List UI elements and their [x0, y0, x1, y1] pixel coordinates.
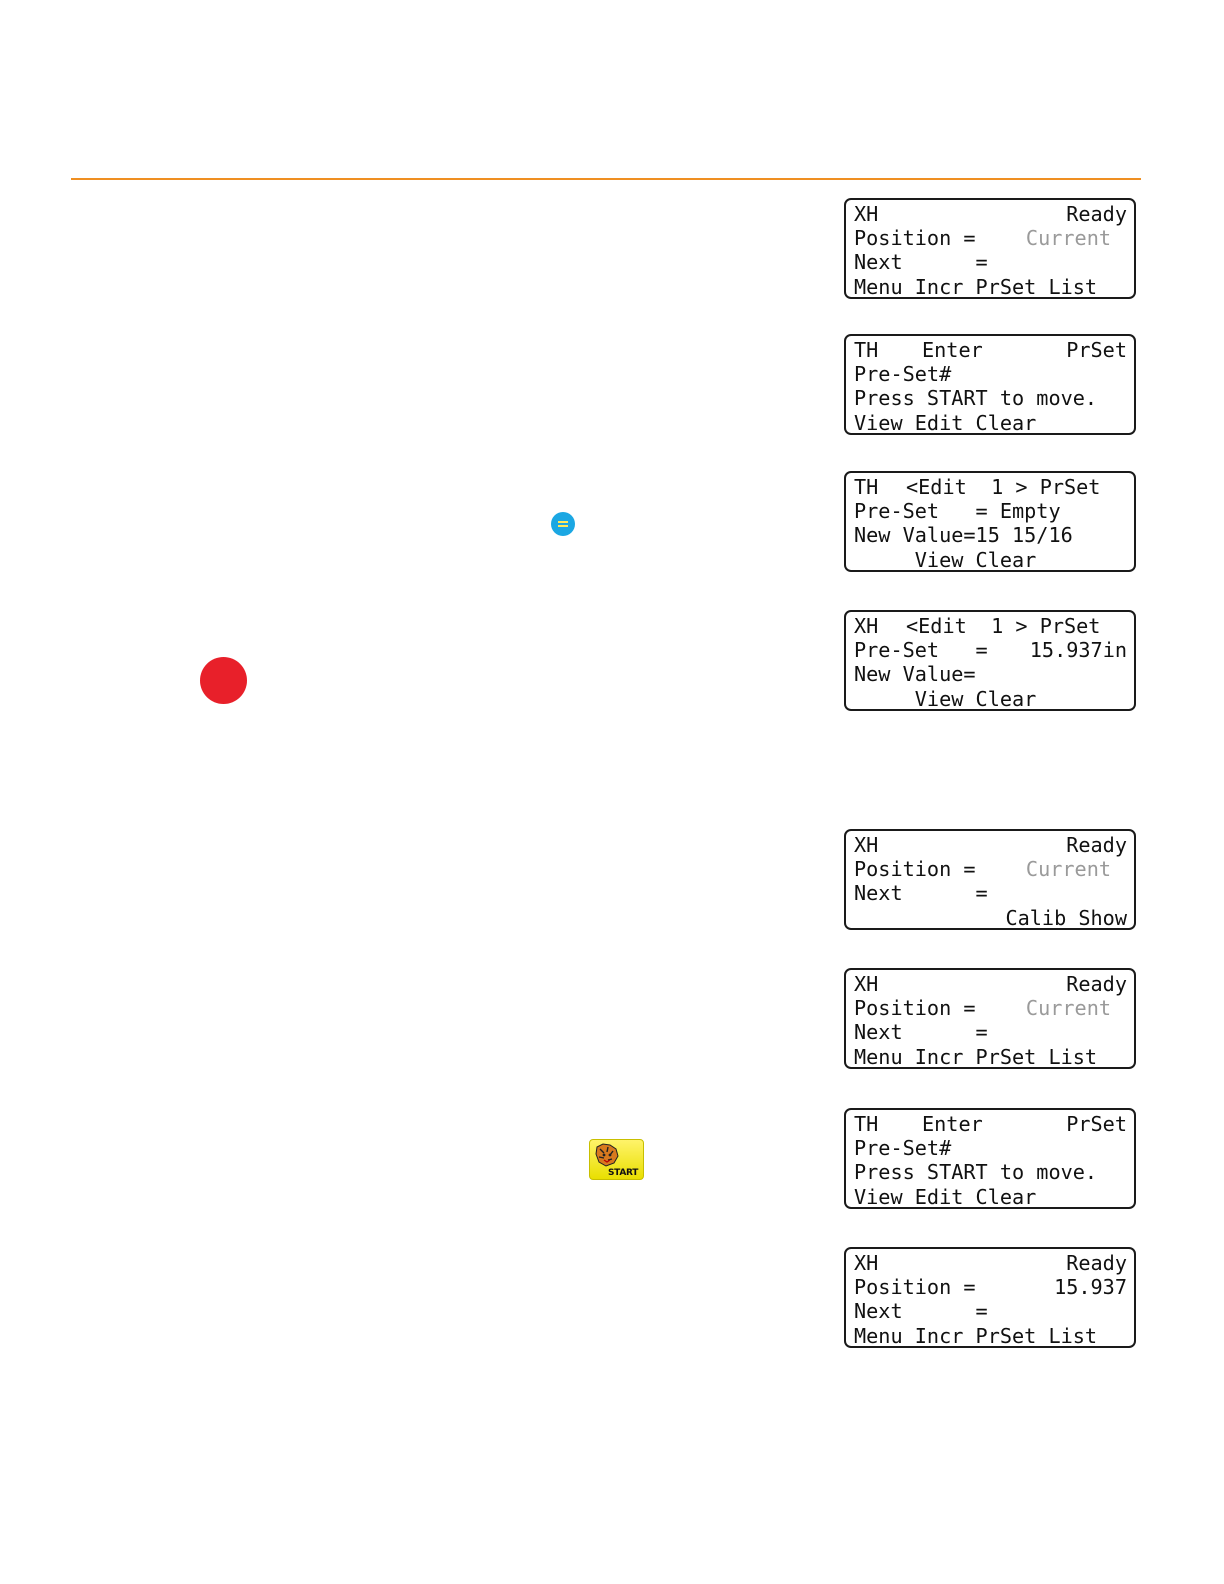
- lcd-text-right: Ready: [1066, 972, 1127, 996]
- lcd-row: [854, 499, 1127, 523]
- lcd-text-value: Current: [1025, 226, 1111, 251]
- lcd-screen: [844, 610, 1136, 711]
- lcd-row: [854, 226, 1127, 250]
- lcd-text-left: Menu Incr PrSet List: [854, 274, 1098, 299]
- lcd-screen: [844, 471, 1136, 572]
- lcd-row: [854, 411, 1127, 435]
- lcd-row: [854, 881, 1127, 905]
- lcd-row: [854, 475, 1127, 499]
- lcd-row: [854, 1045, 1127, 1069]
- lcd-screen: [844, 1247, 1136, 1348]
- lcd-text-left: Next =: [854, 1299, 988, 1324]
- lcd-row: [854, 1020, 1127, 1044]
- lcd-text-left: XH: [854, 972, 879, 996]
- lcd-text-left: Pre-Set = Empty: [854, 499, 1061, 524]
- lcd-text-left: Press START to move.: [854, 386, 1098, 411]
- lcd-screen: [844, 968, 1136, 1069]
- lcd-text-left: New Value=15 15/16: [854, 523, 1073, 548]
- lcd-row: [854, 1251, 1127, 1275]
- lcd-row: [854, 202, 1127, 226]
- lcd-row: [854, 275, 1127, 299]
- stop-button-icon: [200, 657, 247, 704]
- lcd-row: [854, 250, 1127, 274]
- lcd-row: [854, 1136, 1127, 1160]
- lcd-row: [854, 1185, 1127, 1209]
- lcd-row: [854, 662, 1127, 686]
- lcd-text-right: PrSet: [1066, 1112, 1127, 1136]
- start-button-label: START: [608, 1168, 639, 1178]
- lcd-row: [854, 338, 1127, 362]
- lcd-row: [854, 972, 1127, 996]
- lcd-text-left: Next =: [854, 1020, 988, 1045]
- lcd-text-left: Next =: [854, 881, 988, 906]
- header-divider: [71, 178, 1141, 180]
- lcd-text-left: XH: [854, 202, 879, 226]
- lcd-row: [854, 362, 1127, 386]
- lcd-screen: [844, 198, 1136, 299]
- lcd-text-right: Calib Show: [1005, 905, 1127, 930]
- lcd-text-right: 15.937in: [1029, 638, 1127, 663]
- lcd-text-left: Pre-Set#: [854, 1136, 952, 1161]
- lcd-row: [854, 1324, 1127, 1348]
- lcd-text-mid: Enter: [922, 338, 983, 362]
- start-button-icon: [589, 1139, 644, 1180]
- lcd-screen: [844, 829, 1136, 930]
- lcd-text-value: Current: [1025, 996, 1111, 1021]
- lcd-text-left: Pre-Set =: [854, 638, 988, 663]
- lcd-row: [854, 614, 1127, 638]
- lcd-text-left: Menu Incr PrSet List: [854, 1323, 1098, 1348]
- lcd-text-left: Position =: [854, 857, 976, 882]
- lcd-screen: [844, 1108, 1136, 1209]
- lcd-text-right: Ready: [1066, 833, 1127, 857]
- lcd-row: [854, 523, 1127, 547]
- lcd-row: [854, 638, 1127, 662]
- lcd-text-left: New Value=: [854, 662, 976, 687]
- lcd-text-right: Ready: [1066, 202, 1127, 226]
- lcd-text-left: XH: [854, 614, 879, 638]
- lcd-text-left: Next =: [854, 250, 988, 275]
- lcd-text-left: TH: [854, 1112, 879, 1136]
- lcd-text-left: View Edit Clear: [854, 410, 1037, 435]
- lcd-text-right: PrSet: [1066, 338, 1127, 362]
- lcd-text-left: Press START to move.: [854, 1160, 1098, 1185]
- lcd-text-left: Position =: [854, 226, 976, 251]
- lcd-text-left: TH: [854, 338, 879, 362]
- lcd-row: [854, 1275, 1127, 1299]
- lcd-text-mid: <Edit 1 > PrSet: [906, 614, 1101, 638]
- lcd-row: [854, 833, 1127, 857]
- lcd-row: [854, 1112, 1127, 1136]
- lcd-row: [854, 996, 1127, 1020]
- equals-key-icon: [551, 512, 575, 536]
- lcd-text-right: Ready: [1066, 1251, 1127, 1275]
- lcd-text-left: View Edit Clear: [854, 1184, 1037, 1209]
- lcd-text-left: View Clear: [854, 547, 1037, 572]
- lcd-row: [854, 548, 1127, 572]
- lcd-text-left: Position =: [854, 1275, 976, 1300]
- lcd-row: [854, 386, 1127, 410]
- lcd-text-value: Current: [1025, 857, 1111, 882]
- lcd-text-left: Menu Incr PrSet List: [854, 1044, 1098, 1069]
- lcd-text-mid: Enter: [922, 1112, 983, 1136]
- lcd-row: [854, 906, 1127, 930]
- lcd-text-left: Pre-Set#: [854, 362, 952, 387]
- lcd-text-left: Position =: [854, 996, 976, 1021]
- lcd-row: [854, 1160, 1127, 1184]
- lcd-row: [854, 687, 1127, 711]
- lcd-text-left: View Clear: [854, 686, 1037, 711]
- lcd-row: [854, 857, 1127, 881]
- lcd-text-mid: <Edit 1 > PrSet: [906, 475, 1101, 499]
- lcd-screen: [844, 334, 1136, 435]
- lcd-text-left: XH: [854, 833, 879, 857]
- lcd-text-right: 15.937: [1054, 1275, 1127, 1300]
- lcd-row: [854, 1299, 1127, 1323]
- lcd-text-left: TH: [854, 475, 879, 499]
- lcd-text-left: XH: [854, 1251, 879, 1275]
